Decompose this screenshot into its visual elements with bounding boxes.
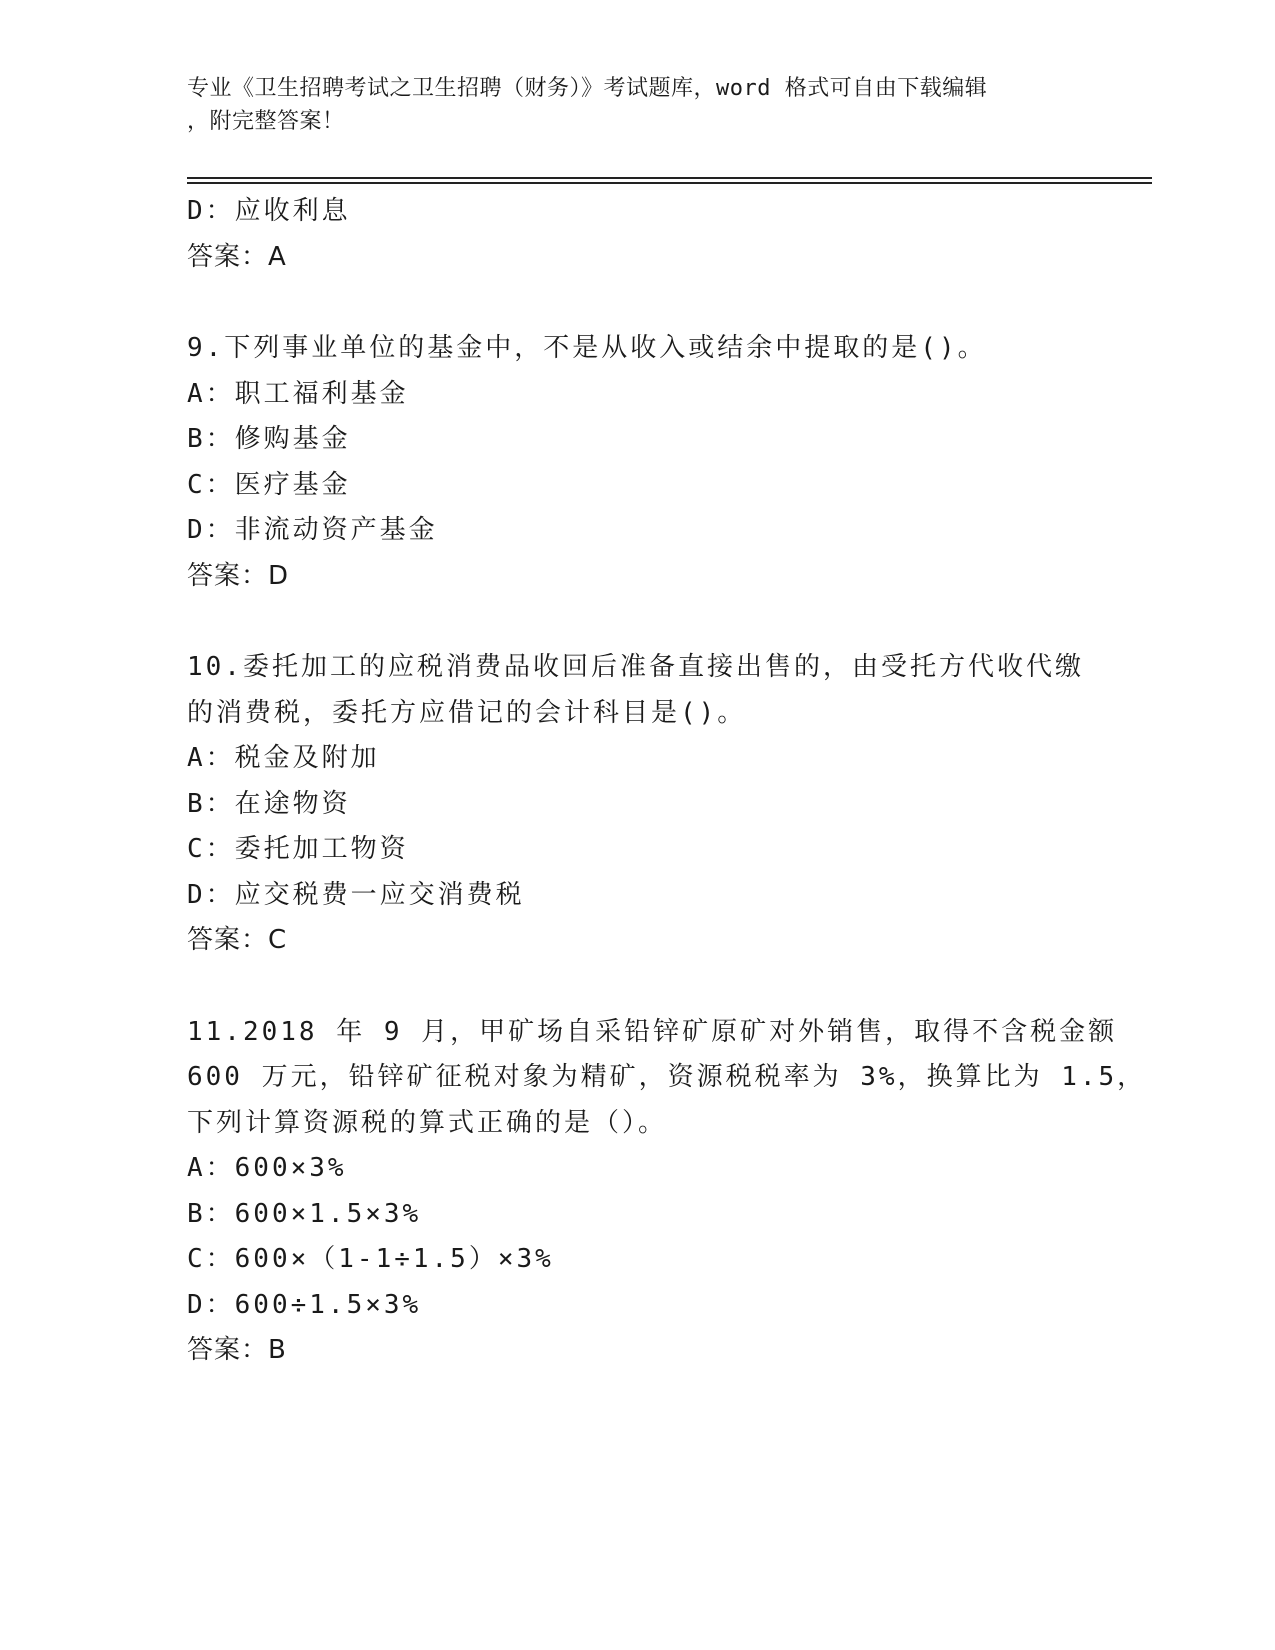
q11-option-c: C：600×（1-1÷1.5）×3% <box>187 1244 554 1274</box>
header-divider-top <box>187 177 1152 179</box>
header-line-1: 专业《卫生招聘考试之卫生招聘（财务）》考试题库，word 格式可自由下载编辑 <box>187 76 988 101</box>
q10-answer: 答案：C <box>187 925 288 955</box>
spacer <box>187 599 1087 645</box>
q10-option-c: C：委托加工物资 <box>187 834 409 864</box>
q9-stem: 9.下列事业单位的基金中，不是从收入或结余中提取的是()。 <box>187 333 987 363</box>
q11-option-b: B：600×1.5×3% <box>187 1198 422 1229</box>
q10-option-d: D：应交税费一应交消费税 <box>187 879 525 910</box>
spacer <box>187 964 1087 1010</box>
q11-stem-line-1: 11.2018 年 9 月，甲矿场自采铅锌矿原矿对外销售，取得不含税金额 <box>187 1016 1118 1047</box>
header-divider-bottom <box>187 182 1152 184</box>
question-9 <box>187 326 1087 599</box>
q11-answer: 答案：B <box>187 1335 287 1365</box>
header-line-2: ，附完整答案！ <box>187 109 345 134</box>
q9-option-c: C：医疗基金 <box>187 469 351 500</box>
q8-option-d: D：应收利息 <box>187 196 351 226</box>
question-8-tail <box>187 189 1087 280</box>
question-list <box>187 189 1147 1374</box>
q10-stem-line-2: 的消费税，委托方应借记的会计科目是()。 <box>187 697 747 728</box>
q11-option-d: D：600÷1.5×3% <box>187 1289 422 1320</box>
question-11 <box>187 1010 1147 1374</box>
q9-answer: 答案：D <box>187 560 290 591</box>
spacer <box>187 280 1087 326</box>
q10-option-b: B：在途物资 <box>187 788 351 819</box>
q9-option-d: D：非流动资产基金 <box>187 515 438 545</box>
document-header <box>187 72 1067 138</box>
q11-option-a: A：600×3% <box>187 1153 347 1183</box>
question-10 <box>187 645 1087 964</box>
q9-option-a: A：职工福利基金 <box>187 378 409 409</box>
q10-option-a: A：税金及附加 <box>187 743 380 773</box>
q11-stem-line-3: 下列计算资源税的算式正确的是（）。 <box>187 1107 668 1138</box>
q9-option-b: B：修购基金 <box>187 424 351 454</box>
q10-stem-line-1: 10.委托加工的应税消费品收回后准备直接出售的，由受托方代收代缴 <box>187 652 1084 682</box>
q8-answer: 答案：A <box>187 241 287 272</box>
q11-stem-line-2: 600 万元，铅锌矿征税对象为精矿，资源税税率为 3%，换算比为 1.5， <box>187 1062 1147 1092</box>
